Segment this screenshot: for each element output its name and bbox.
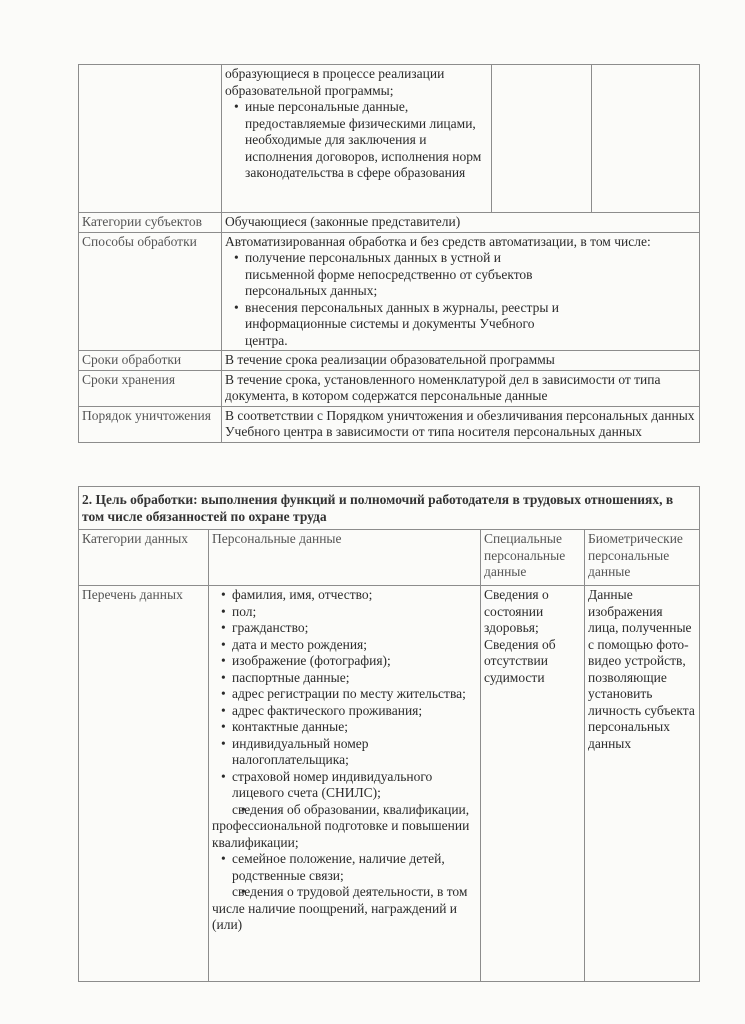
continued-bullet-list bbox=[225, 99, 488, 182]
column-header: Категории данных bbox=[79, 530, 209, 586]
processing-methods-list bbox=[225, 250, 565, 349]
continued-text: образующиеся в процессе реализации образовательной программы; bbox=[225, 66, 445, 98]
list-item: • семейное положение, наличие детей, родственные связи; bbox=[212, 851, 477, 884]
list-item: • паспортные данные; bbox=[212, 670, 477, 687]
empty-cell bbox=[79, 65, 222, 213]
section-title: 2. Цель обработки: выполнения функций и полномочий работодателя в трудовых отношениях, в том числе обязанностей по охране труда bbox=[79, 487, 700, 530]
row-value: В течение срока реализации образовательной программы bbox=[222, 351, 700, 371]
processing-table-purpose-2 bbox=[78, 486, 700, 982]
table-row bbox=[79, 232, 700, 351]
list-item: • гражданство; bbox=[212, 620, 477, 637]
column-header: Специальные персональные данные bbox=[481, 530, 585, 586]
table-row bbox=[79, 406, 700, 442]
list-item: • внесения персональных данных в журналы, реестры и информационные системы и документы Учебного центра. bbox=[225, 300, 565, 350]
column-header: Персональные данные bbox=[209, 530, 481, 586]
list-item: • адрес фактического проживания; bbox=[212, 703, 477, 720]
row-label: Сроки обработки bbox=[79, 351, 222, 371]
special-data-cell: Сведения о состоянии здоровья; Сведения об отсутствии судимости bbox=[481, 586, 585, 982]
table-row bbox=[79, 351, 700, 371]
empty-cell bbox=[492, 65, 592, 213]
processing-table-continued bbox=[78, 64, 700, 443]
row-label: Способы обработки bbox=[79, 232, 222, 351]
list-item: • адрес регистрации по месту жительства; bbox=[212, 686, 477, 703]
row-value: В соответствии с Порядком уничтожения и обезличивания персональных данных Учебного центра в зависимости от типа носителя персональных данных bbox=[222, 406, 700, 442]
biometric-data-cell: Данные изображения лица, полученные с помощью фото-видео устройств, позволяющие установить личность субъекта персональных данных bbox=[585, 586, 700, 982]
empty-cell bbox=[592, 65, 700, 213]
row-value-text: Автоматизированная обработка и без средств автоматизации, в том числе: bbox=[225, 233, 651, 249]
row-value: В течение срока, установленного номенклатурой дел в зависимости от типа документа, в котором содержатся персональные данные bbox=[222, 370, 700, 406]
row-label: Перечень данных bbox=[79, 586, 209, 982]
table-row bbox=[79, 213, 700, 233]
list-item: • фамилия, имя, отчество; bbox=[212, 587, 477, 604]
table-row-continued bbox=[79, 65, 700, 213]
list-item: • дата и место рождения; bbox=[212, 637, 477, 654]
scan-artifact bbox=[295, 6, 405, 12]
table-row bbox=[79, 370, 700, 406]
personal-data-cell bbox=[209, 586, 481, 982]
list-item: • контактные данные; bbox=[212, 719, 477, 736]
personal-data-continued-cell bbox=[222, 65, 492, 213]
row-value bbox=[222, 232, 700, 351]
list-item: • иные персональные данные, предоставляемые физическими лицами, необходимые для заключения и исполнения договоров, исполнения норм законодательства в сфере образования bbox=[225, 99, 488, 182]
table-row bbox=[79, 586, 700, 982]
list-item: • получение персональных данных в устной и письменной форме непосредственно от субъектов персональных данных; bbox=[225, 250, 565, 300]
list-item: • индивидуальный номер налогоплательщика; bbox=[212, 736, 477, 769]
personal-data-list bbox=[212, 587, 477, 934]
row-label: Категории субъектов bbox=[79, 213, 222, 233]
list-item: • пол; bbox=[212, 604, 477, 621]
list-item: • сведения о трудовой деятельности, в том числе наличие поощрений, награждений и (или) bbox=[212, 884, 477, 934]
column-header: Биометрические персональные данные bbox=[585, 530, 700, 586]
row-label: Порядок уничтожения bbox=[79, 406, 222, 442]
list-item: • сведения об образовании, квалификации, профессиональной подготовке и повышении квалификации; bbox=[212, 802, 477, 852]
list-item: • изображение (фотография); bbox=[212, 653, 477, 670]
list-item: • страховой номер индивидуального лицевого счета (СНИЛС); bbox=[212, 769, 477, 802]
row-value: Обучающиеся (законные представители) bbox=[222, 213, 700, 233]
table-header-row bbox=[79, 530, 700, 586]
row-label: Сроки хранения bbox=[79, 370, 222, 406]
section-title-row bbox=[79, 487, 700, 530]
